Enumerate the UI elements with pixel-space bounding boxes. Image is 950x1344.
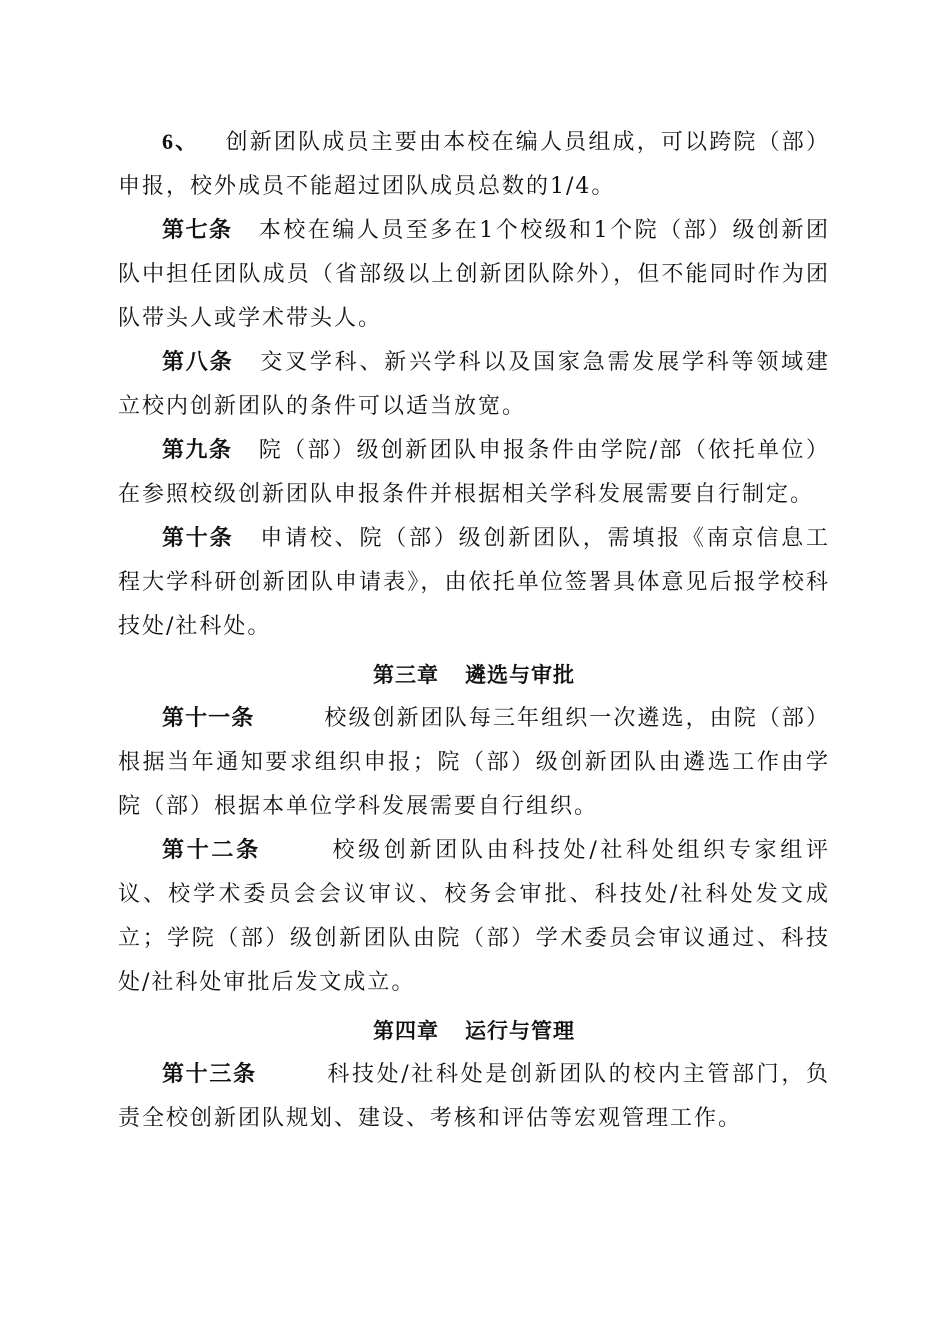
article-8 <box>118 341 830 429</box>
article-heading: 第十二条 <box>162 838 261 863</box>
chapter-number: 第三章 <box>373 663 439 687</box>
article-9 <box>118 429 830 517</box>
article-7 <box>118 209 830 341</box>
article-heading: 第十一条 <box>162 706 255 731</box>
article-13 <box>118 1053 830 1141</box>
paragraph-text: 本校在编人员至多在1个校级和1个院（部）级创新团队中担任团队成员（省部级以上创新团队除外），但不能同时作为团队带头人或学术带头人。 <box>118 218 830 331</box>
chapter-title: 遴选与审批 <box>465 663 575 687</box>
paragraph-text: 创新团队成员主要由本校在编人员组成，可以跨院（部）申报，校外成员不能超过团队成员总数的1/4。 <box>118 130 830 199</box>
paragraph-text: 交叉学科、新兴学科以及国家急需发展学科等领域建立校内创新团队的条件可以适当放宽。 <box>118 350 830 419</box>
paragraph-item-6 <box>118 120 830 209</box>
document-page <box>118 120 830 1141</box>
item-number: 6、 <box>162 129 200 154</box>
article-12 <box>118 829 830 1005</box>
paragraph-text: 校级创新团队由科技处/社科处组织专家组评议、校学术委员会会议审议、校务会审批、科技处/社科处发文成立；学院（部）级创新团队由院（部）学术委员会审议通过、科技处/社科处审批后发文成立。 <box>118 838 830 995</box>
chapter-number: 第四章 <box>373 1019 439 1043</box>
article-10 <box>118 517 830 649</box>
article-11 <box>118 697 830 829</box>
chapter-title: 运行与管理 <box>465 1019 575 1043</box>
article-heading: 第十三条 <box>162 1062 257 1087</box>
chapter-heading-3 <box>118 653 830 697</box>
article-heading: 第十条 <box>162 526 234 551</box>
paragraph-text: 院（部）级创新团队申报条件由学院/部（依托单位）在参照校级创新团队申报条件并根据相关学科发展需要自行制定。 <box>118 438 830 507</box>
paragraph-text: 申请校、院（部）级创新团队，需填报《南京信息工程大学科研创新团队申请表》，由依托单位签署具体意见后报学校科技处/社科处。 <box>118 526 830 639</box>
paragraph-text: 科技处/社科处是创新团队的校内主管部门，负责全校创新团队规划、建设、考核和评估等宏观管理工作。 <box>118 1062 830 1131</box>
paragraph-text: 校级创新团队每三年组织一次遴选，由院（部）根据当年通知要求组织申报；院（部）级创新团队由遴选工作由学院（部）根据本单位学科发展需要自行组织。 <box>118 706 830 819</box>
article-heading: 第九条 <box>162 438 233 463</box>
article-heading: 第七条 <box>162 218 233 243</box>
article-heading: 第八条 <box>162 350 234 375</box>
chapter-heading-4 <box>118 1009 830 1053</box>
